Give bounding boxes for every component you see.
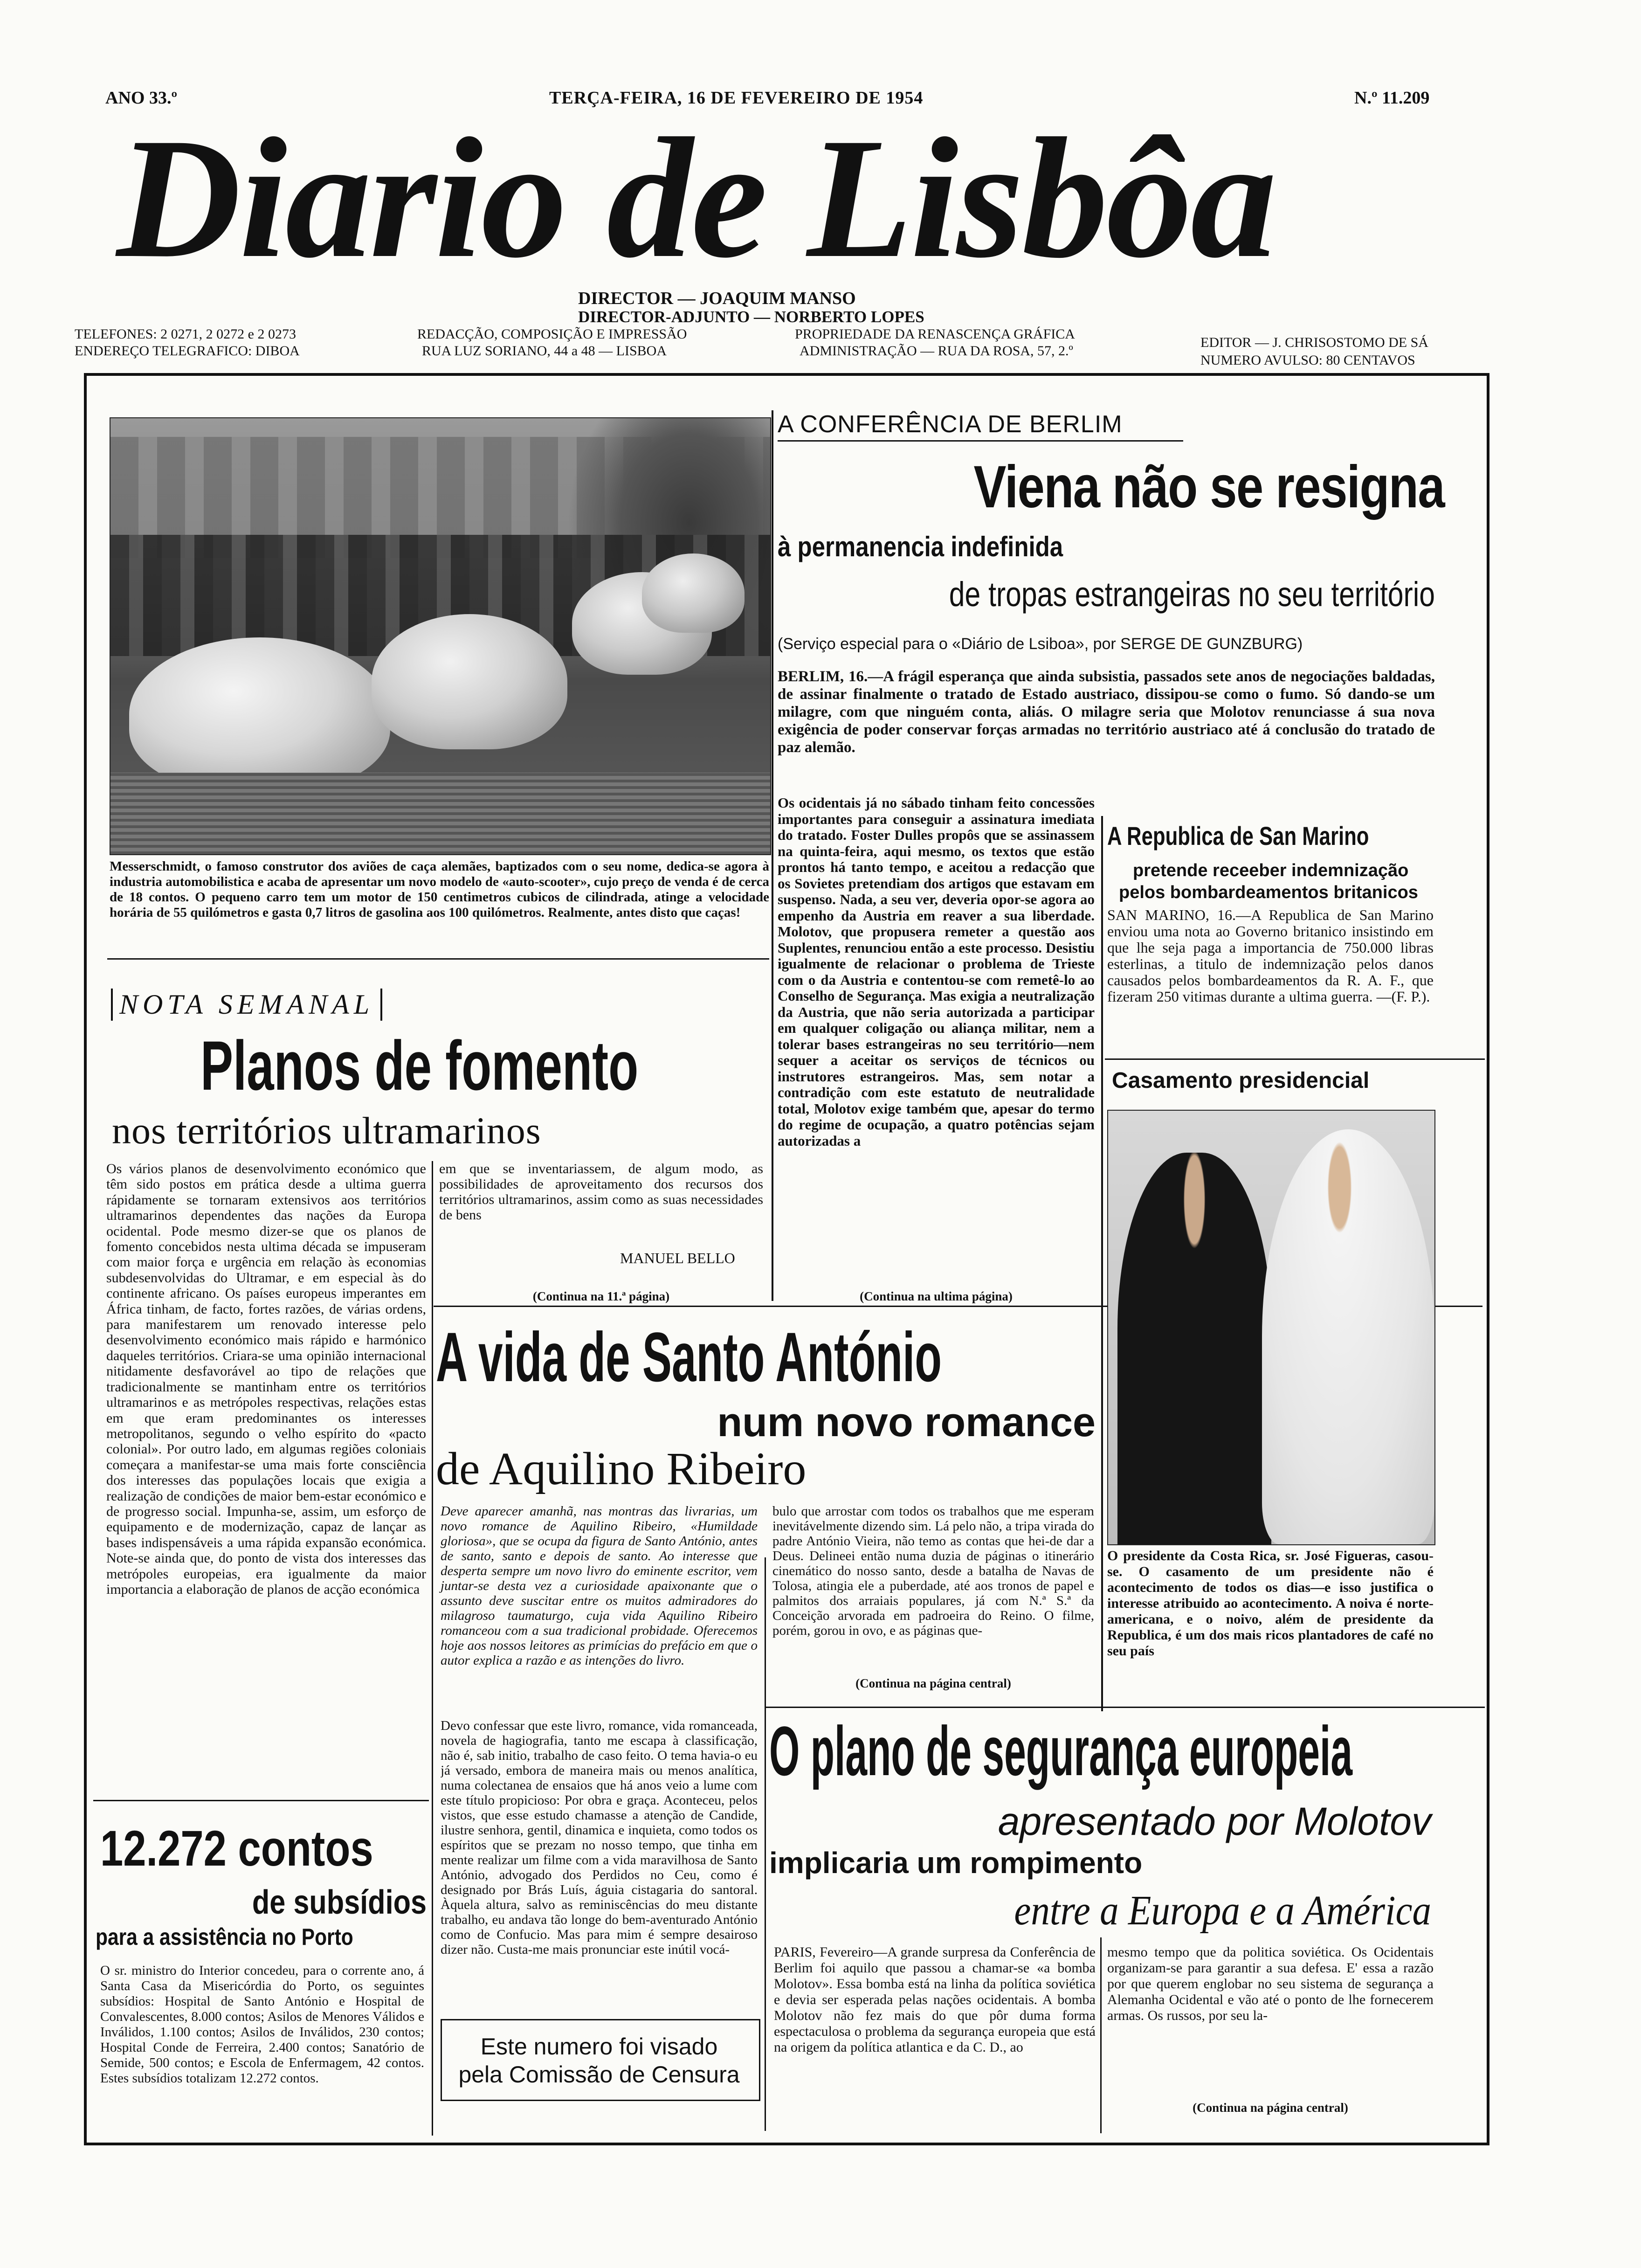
berlim-kicker: A CONFERÊNCIA DE BERLIM bbox=[778, 410, 1183, 442]
phones-info: TELEFONES: 2 0271, 2 0272 e 2 0273 bbox=[75, 326, 296, 342]
edition-date: TERÇA-FEIRA, 16 DE FEVEREIRO DE 1954 bbox=[549, 88, 924, 108]
divider-right bbox=[1101, 816, 1103, 1711]
nota-continued: (Continua na 11.ª página) bbox=[532, 1289, 670, 1303]
plano-subhead-1: apresentado por Molotov bbox=[998, 1799, 1431, 1843]
santo-col2: bulo que arrostar com todos os trabalhos que me esperam inevitávelmente dizendo sim. Lá pelo não, a tripa virada do padre António Vieira, não temo as contas que hei-de dar a Deus. Delineei então numa duzia de páginas o itinerário cinemático do nosso santo, desde a batalha de Navas de Tolosa, atingia ele a puberdade, até aos tronos de papel e palmitos dos arraiais populares, já com N.ª S.ª da Conceição arvorada em padroeira do Reino. O filme, porém, gorou in ovo, e as páginas que- bbox=[772, 1504, 1094, 1638]
nota-subhead: nos territórios ultramarinos bbox=[112, 1109, 541, 1152]
plano-subhead-2: implicaria um rompimento bbox=[769, 1846, 1143, 1880]
casamento-caption: O presidente da Costa Rica, sr. José Figueras, casou-se. O casamento de um presidente não é acontecimento de todos os dias—e isso justifica o interesse atribuido ao acontecimento. A noiva é norte-americana, e o noivo, além de presidente da Republica, é um dos mais ricos plantadores de café no seu país bbox=[1107, 1548, 1434, 1659]
casamento-headline: Casamento presidencial bbox=[1112, 1068, 1370, 1093]
santo-subhead-1: num novo romance bbox=[717, 1399, 1096, 1445]
divider-plano-top bbox=[765, 1707, 1485, 1708]
divider-main bbox=[772, 410, 773, 1301]
divider-left bbox=[432, 1161, 433, 2136]
nota-col1: Os vários planos de desenvolvimento económico que têm sido postos em prática desde a ultima guerra rápidamente se tornaram extensivos aos territórios ultramarinos dependentes das nações da Europa ocidental. Pode mesmo dizer-se que os planos de fomento concebidos nesta ultima década se impuseram com maior força e urgência em relação às economias subdesenvolvidas do Ultramar, e em especial às do continente africano. Os países europeus imperantes em África tinham, de facto, fortes razões, de várias ordens, para manifestarem um renovado interesse pelo desenvolvimento económico mais rápido e harmónico daqueles territórios. Criara-se uma opinião internacional nitidamente desfavorável ao tipo de relações que tradicionalmente se mantinham entre os territórios ultramarinos e as metrópoles respectivas, relações estas em que eram predominantes os interesses metropolitanos, segundo o velho espírito do «pacto colonial». Por outro lado, em algumas regiões coloniais começara a manifestar-se uma mais forte consciência dos interesses das populações locais que exigia a realização de condições de maior bem-estar económico e de progresso social. Impunha-se, assim, um esforço de equipamento e de modernização, capaz de lançar as bases indispensáveis a uma rápida expansão económica. Note-se ainda que, do ponto de vista dos interesses das metrópoles europeias, era igualmente da maior importancia a elaboração de planos de acção económica bbox=[106, 1161, 426, 1597]
plano-subhead-3: entre a Europa e a América bbox=[1014, 1888, 1431, 1934]
berlim-body: Os ocidentais já no sábado tinham feito concessões importantes para conseguir a assinatura imediata do tratado. Foster Dulles propôs que se assinassem na quinta-feira, aqui mesmo, os textos que estão prontos há tanto tempo, e aceitou a redacção que os Sovietes pretendiam dos artigos que estavam em suspenso. Nada, a seu ver, deveria opor-se agora ao empenho da Austria em reaver a sua liberdade. Molotov, que propusera remeter a questão aos Suplentes, renunciou então a este processo. Desistiu igualmente de relacionar o problema de Trieste com o da Austria e contentou-se com remetê-lo ao Conselho de Segurança. Mas exigia a neutralização da Austria, que não seria autorizada a participar em qualquer coligação ou aliança militar, nem a tolerar bases estrangeiras no seu território—nem sequer a aceitar os serviços de técnicos ou instrutores estrangeiros. Mas, sem notar a contradição com este estatuto de neutralidade total, Molotov exige também que, apesar do termo do regime de ocupação, a quatro potências sejam autorizadas a bbox=[778, 795, 1095, 1149]
berlim-subhead-2: de tropas estrangeiras no seu território bbox=[949, 575, 1435, 614]
plano-col1: PARIS, Fevereiro—A grande surpresa da Conferência de Berlim foi aquilo que passou a chamar-se «a bomba Molotov». Essa bomba está na linha da política soviética e devia ser esperada pelas nações ocidentais. A bomba Molotov não fez mais do que pôr duma forma espectaculosa o problema da segurança europeia que está na origem da política atlantica e da C. D., ao bbox=[774, 1944, 1096, 2055]
bride-silhouette bbox=[1262, 1129, 1434, 1544]
frame-left bbox=[84, 373, 87, 2145]
censura-line-2: pela Comissão de Censura bbox=[458, 2061, 740, 2088]
administration-info: ADMINISTRAÇÃO — RUA DA ROSA, 57, 2.º bbox=[800, 343, 1073, 359]
divider-photo-bottom bbox=[107, 958, 769, 960]
deputy-director-line: DIRECTOR-ADJUNTO — NORBERTO LOPES bbox=[578, 308, 924, 326]
berlim-byline: (Serviço especial para o «Diário de Lsiboa», por SERGE DE GUNZBURG) bbox=[778, 635, 1303, 653]
santo-subhead-2: de Aquilino Ribeiro bbox=[436, 1443, 807, 1494]
editor-info: EDITOR — J. CHRISOSTOMO DE SÁ bbox=[1200, 335, 1428, 350]
subsidios-body: O sr. ministro do Interior concedeu, para o corrente ano, á Santa Casa da Misericórdia do Porto, os seguintes subsídios: Hospital de Santo António e Hospital de Convalescentes, 8.000 contos; Asilos de Menores Válidos e Inválidos, 1.100 contos; Asilos de Inválidos, 230 contos; Hospital Conde de Ferreira, 2.400 contos; Sanatório de Semide, 500 contos; e Escola de Enfermagem, 42 contos. Estes subsídios totalizam 12.272 contos. bbox=[100, 1963, 424, 2086]
berlim-lead: BERLIM, 16.—A frágil esperança que ainda subsistia, passados sete anos de negociações baldadas, de assinar finalmente o tratado de Estado austriaco, dissipou-se como o fumo. Só dando-se um milagre, com que ninguém conta, aliás. O milagre seria que Molotov renunciasse á sua nova exigência de poder conservar forças armadas no território austriaco até á conclusão do tratado de paz alemão. bbox=[778, 668, 1435, 756]
berlim-headline: Viena não se resigna bbox=[973, 454, 1444, 520]
sanmarino-subhead-2: pelos bombardeamentos britanicos bbox=[1119, 883, 1418, 902]
berlim-continued: (Continua na ultima página) bbox=[860, 1289, 1013, 1303]
divider-subsidios-top bbox=[93, 1800, 429, 1801]
nota-headline: Planos de fomento bbox=[200, 1026, 639, 1105]
wedding-photo bbox=[1107, 1110, 1435, 1545]
subsidios-subhead-1: de subsídios bbox=[252, 1884, 427, 1921]
nota-col2: em que se inventariassem, de algum modo, as possibilidades de aproveitamento dos recursos dos territórios ultramarinos, assim como as suas necessidades de bens bbox=[439, 1161, 763, 1223]
messerschmidt-photo bbox=[110, 417, 771, 855]
newspaper-title: Diario de Lisbôa bbox=[117, 103, 1275, 294]
sanmarino-subhead-1: pretende receeber indemnização bbox=[1133, 861, 1409, 880]
edition-year: ANO 33.º bbox=[105, 88, 177, 108]
santo-continued: (Continua na página central) bbox=[855, 1676, 1011, 1690]
telegraph-info: ENDEREÇO TELEGRAFICO: DIBOA bbox=[75, 343, 300, 359]
santo-col1: Devo confessar que este livro, romance, vida romanceada, novela de hagiografia, tanto me escapa à classificação, não é, sab initio, trabalho de caso feito. O tema havia-o eu já versado, embora de maneira mais ou menos analítica, numa colectanea de ensaios que há anos veio a lume com este título propicioso: Por obra e graça. Aconteceu, pelos vistos, que esse estudo chamasse a atenção de Candide, ilustre senhora, gentil, dinamica e inquieta, como todos os espíritos que se prezam no nosso tempo, que tinha em mente realizar um filme com a vida maravilhosa de Santo António, advogado dos Perdidos no Ceu, como é designado por Brás Luís, águia cistagaria do santoral. Àquela altura, salvo as reminiscências do meu distante trabalho, eu andava tão longe do bem-aventurado António como de Confucio. Mas para mim é sempre desairoso dizer não. Custa-me mais pronunciar este inútil vocá- bbox=[441, 1718, 758, 1957]
subsidios-headline: 12.272 contos bbox=[100, 1820, 373, 1876]
divider-plano-cols bbox=[1100, 1937, 1102, 2133]
plano-col2: mesmo tempo que da politica soviética. Os Ocidentais organizam-se para garantir a sua defesa. E' essa a razão por que querem englobar no seu sistema de segurança a Alemanha Ocidental e vão até o ponto de lhe fornecerem armas. Os russos, por seu la- bbox=[1107, 1944, 1434, 2023]
santo-headline: A vida de Santo António bbox=[436, 1318, 942, 1396]
nota-label: NOTA SEMANAL bbox=[111, 989, 382, 1021]
edition-number: N.º 11.209 bbox=[1354, 88, 1430, 108]
plano-continued: (Continua na página central) bbox=[1193, 2101, 1348, 2115]
redaccao-info: REDACÇÃO, COMPOSIÇÃO E IMPRESSÃO bbox=[417, 326, 687, 342]
scooter-car-4 bbox=[642, 553, 745, 633]
frame-top bbox=[84, 373, 1489, 376]
scooter-car-2 bbox=[372, 614, 567, 749]
sanmarino-body: SAN MARINO, 16.—A Republica de San Marino enviou uma nota ao Governo britanico insistindo em que lhe seja paga a importancia de 750.000 libras esterlinas, a titulo de indemnização pelos danos causados pelos bombardeamentos da R. A. F., que fizeram 250 vitimas durante a ultima guerra. —(F. P.). bbox=[1107, 906, 1434, 1005]
property-info: PROPRIEDADE DA RENASCENÇA GRÁFICA bbox=[795, 326, 1075, 342]
nota-signature: MANUEL BELLO bbox=[620, 1250, 735, 1266]
price-info: NUMERO AVULSO: 80 CENTAVOS bbox=[1200, 353, 1415, 368]
messerschmidt-caption: Messerschmidt, o famoso construtor dos aviões de caça alemães, baptizados com o seu nome, dedica-se agora à industria automobilistica e acaba de apresentar um novo modelo de «auto-scooter», cujo preço de venda é de cerca de 18 contos. O pequeno carro tem um motor de 150 centimetros cubicos de cilindrada, atinge a velocidade horária de 55 quilómetros e gasta 0,7 litros de gasolina aos 100 quilómetros. Realmente, antes disto que caças! bbox=[110, 859, 769, 920]
director-line: DIRECTOR — JOAQUIM MANSO bbox=[578, 289, 856, 308]
scooter-car-1 bbox=[129, 637, 390, 791]
subsidios-subhead-2: para a assistência no Porto bbox=[96, 1924, 353, 1950]
sanmarino-bottom-rule bbox=[1105, 1058, 1485, 1060]
frame-right bbox=[1487, 373, 1489, 2145]
santo-intro: Deve aparecer amanhã, nas montras das livrarias, um novo romance de Aquilino Ribeiro, «Humildade gloriosa», que se ocupa da figura de Santo António, antes de santo, santo e depois de santo. Ao interesse que desperta sempre um novo livro do eminente escritor, vem juntar-se desta vez a curiosidade apaixonante que o assunto deve suscitar entre os muitos admiradores do milagroso taumaturgo, cuja vida Aquilino Ribeiro romanceou com a sua tradicional probidade. Oferecemos hoje aos nossos leitores as primícias do prefácio em que o autor explica a razão e as intenções do livro. bbox=[441, 1504, 758, 1668]
divider-santo-cols bbox=[765, 1557, 766, 2131]
censura-box bbox=[441, 2019, 760, 2101]
sanmarino-headline: A Republica de San Marino bbox=[1107, 821, 1369, 850]
cobblestone-road bbox=[110, 773, 770, 854]
frame-bottom bbox=[84, 2143, 1489, 2145]
censura-line-1: Este numero foi visado bbox=[480, 2033, 718, 2060]
address-info: RUA LUZ SORIANO, 44 a 48 — LISBOA bbox=[422, 343, 667, 359]
berlim-subhead-1: à permanencia indefinida bbox=[778, 531, 1063, 562]
plano-headline: O plano de segurança europeia bbox=[769, 1712, 1353, 1790]
groom-silhouette bbox=[1117, 1153, 1271, 1544]
